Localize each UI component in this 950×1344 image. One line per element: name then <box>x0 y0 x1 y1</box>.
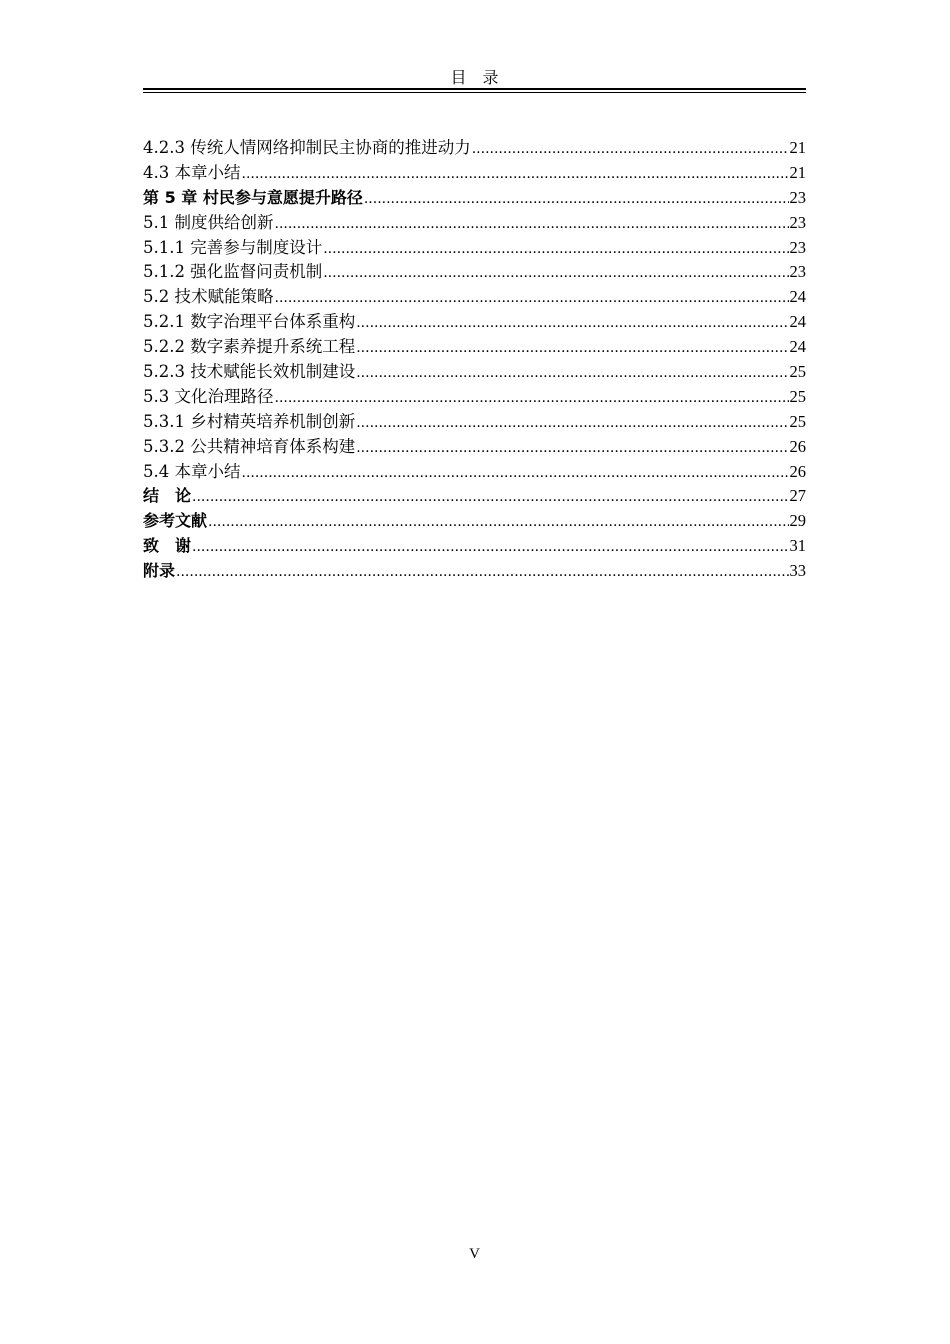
toc-entry[interactable] <box>143 335 806 360</box>
toc-entry-page: 24 <box>789 337 806 357</box>
toc-entry-label: 5.2.1 数字治理平台体系重构 <box>143 312 356 332</box>
toc-entry-label: 结 论 <box>143 486 192 506</box>
toc-entry[interactable] <box>143 410 806 435</box>
toc-leader-dots <box>242 162 789 187</box>
toc-leader-dots <box>242 461 789 486</box>
toc-entry-page: 25 <box>789 411 806 431</box>
toc-entry[interactable] <box>143 310 806 335</box>
toc-entry-label: 5.3.1 乡村精英培养机制创新 <box>143 411 356 431</box>
toc-entry-label: 参考文献 <box>143 511 208 531</box>
toc-entry-label: 5.3 文化治理路径 <box>143 386 274 406</box>
toc-entry[interactable] <box>143 186 806 211</box>
toc-entry-label: 5.1.2 强化监督问责机制 <box>143 262 323 282</box>
toc-leader-dots <box>275 286 789 311</box>
toc-entry[interactable] <box>143 161 806 186</box>
toc-entry-page: 23 <box>789 262 806 282</box>
toc-entry[interactable] <box>143 509 806 534</box>
toc-entry[interactable] <box>143 385 806 410</box>
toc-entry-label: 5.2.3 技术赋能长效机制建设 <box>143 362 356 382</box>
toc-leader-dots <box>356 436 788 461</box>
toc-entry-page: 33 <box>789 561 806 581</box>
toc-leader-dots <box>356 336 788 361</box>
toc-leader-dots <box>208 510 788 535</box>
toc-entry-label: 5.3.2 公共精神培育体系构建 <box>143 436 356 456</box>
toc-leader-dots <box>275 386 789 411</box>
toc-entry[interactable] <box>143 136 806 161</box>
toc-entry-label: 5.4 本章小结 <box>143 461 241 481</box>
toc-entry-label: 5.1.1 完善参与制度设计 <box>143 237 323 257</box>
toc-entry-page: 26 <box>789 461 806 481</box>
toc-entry-label: 5.2 技术赋能策略 <box>143 287 274 307</box>
toc-entry[interactable] <box>143 435 806 460</box>
toc-entry-page: 23 <box>789 237 806 257</box>
header-rule-thick <box>143 88 806 90</box>
header-rule-thin <box>143 92 806 93</box>
toc-entry[interactable] <box>143 534 806 559</box>
toc-entry[interactable] <box>143 360 806 385</box>
toc-entry[interactable] <box>143 559 806 584</box>
toc-leader-dots <box>323 237 788 262</box>
toc-leader-dots <box>323 261 788 286</box>
toc-leader-dots <box>472 137 789 162</box>
toc-entry-page: 27 <box>789 486 806 506</box>
toc-entry[interactable] <box>143 260 806 285</box>
toc-entry-label: 5.2.2 数字素养提升系统工程 <box>143 337 356 357</box>
toc-entry-label: 5.1 制度供给创新 <box>143 212 274 232</box>
toc-leader-dots <box>356 361 788 386</box>
table-of-contents <box>143 136 806 584</box>
toc-entry-page: 21 <box>789 162 806 182</box>
toc-entry-page: 23 <box>789 212 806 232</box>
toc-entry-page: 29 <box>789 511 806 531</box>
toc-entry-label: 4.3 本章小结 <box>143 162 241 182</box>
toc-leader-dots <box>192 485 788 510</box>
toc-entry-label: 附录 <box>143 561 176 581</box>
toc-entry-label: 4.2.3 传统人情网络抑制民主协商的推进动力 <box>143 138 471 157</box>
toc-entry-page: 23 <box>789 187 806 207</box>
toc-leader-dots <box>176 560 788 585</box>
toc-leader-dots <box>356 311 788 336</box>
toc-entry-page: 24 <box>789 312 806 332</box>
toc-entry[interactable] <box>143 484 806 509</box>
toc-leader-dots <box>275 212 789 237</box>
toc-entry-page: 21 <box>789 138 806 157</box>
toc-leader-dots <box>364 187 789 212</box>
toc-entry-page: 25 <box>789 386 806 406</box>
toc-entry-page: 24 <box>789 287 806 307</box>
header-title: 目 录 <box>450 68 499 87</box>
toc-entry-page: 26 <box>789 436 806 456</box>
toc-entry-label: 第 5 章 村民参与意愿提升路径 <box>143 187 363 207</box>
toc-entry-page: 31 <box>789 536 806 556</box>
toc-entry[interactable] <box>143 285 806 310</box>
toc-entry[interactable] <box>143 211 806 236</box>
toc-entry-label: 致 谢 <box>143 536 192 556</box>
footer-page-number: V <box>469 1246 480 1262</box>
toc-entry[interactable] <box>143 236 806 261</box>
toc-leader-dots <box>192 535 788 560</box>
toc-leader-dots <box>356 411 788 436</box>
toc-entry-page: 25 <box>789 362 806 382</box>
toc-entry[interactable] <box>143 460 806 485</box>
